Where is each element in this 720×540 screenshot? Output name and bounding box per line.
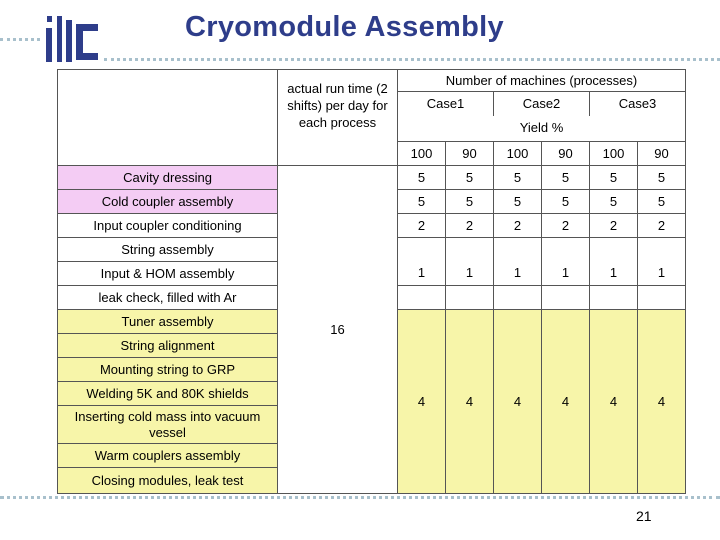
top-dotted-rule: [104, 58, 720, 61]
process-tuner-assembly: Tuner assembly: [58, 310, 278, 334]
machine-count: 5: [590, 166, 638, 190]
machine-count: 2: [446, 214, 494, 238]
machine-count: 1: [590, 262, 638, 286]
machine-count: 1: [398, 262, 446, 286]
process-mounting-string: Mounting string to GRP: [58, 358, 278, 382]
machine-count: 2: [542, 214, 590, 238]
machine-count: 4: [542, 310, 590, 494]
group-header: Number of machines (processes): [398, 70, 686, 92]
process-leak-check: leak check, filled with Ar: [58, 286, 278, 310]
machine-count: 2: [638, 214, 686, 238]
machine-count: 4: [590, 310, 638, 494]
machine-count: 5: [542, 190, 590, 214]
ilc-logo-icon: [44, 10, 102, 64]
top-dotted-rule-left: [0, 38, 40, 41]
machine-count: 5: [638, 166, 686, 190]
process-input-coupler-conditioning: Input coupler conditioning: [58, 214, 278, 238]
machine-count: 5: [638, 190, 686, 214]
machine-count: 1: [638, 262, 686, 286]
yield-value: 90: [446, 142, 494, 166]
machine-count: 1: [446, 262, 494, 286]
bottom-dotted-rule: [0, 496, 720, 499]
yield-value: 100: [494, 142, 542, 166]
yield-value: 100: [398, 142, 446, 166]
process-welding-shields: Welding 5K and 80K shields: [58, 382, 278, 406]
case-2-header: Case2: [494, 92, 590, 116]
machine-count: 5: [398, 166, 446, 190]
machine-count: 5: [542, 166, 590, 190]
yield-value: 90: [542, 142, 590, 166]
process-warm-couplers-assembly: Warm couplers assembly: [58, 444, 278, 468]
machine-count: 2: [398, 214, 446, 238]
case-1-header: Case1: [398, 92, 494, 116]
process-closing-modules: Closing modules, leak test: [58, 468, 278, 494]
process-cold-coupler-assembly: Cold coupler assembly: [58, 190, 278, 214]
runtime-header: actual run time (2 shifts) per day for each process: [278, 70, 398, 142]
runtime-value: 16: [330, 321, 345, 337]
machine-count: 4: [398, 310, 446, 494]
process-string-alignment: String alignment: [58, 334, 278, 358]
machines-table: [57, 69, 686, 494]
yield-value: 90: [638, 142, 686, 166]
machine-count: 5: [446, 166, 494, 190]
machine-count: 2: [494, 214, 542, 238]
machine-count: 5: [590, 190, 638, 214]
machine-count: 5: [398, 190, 446, 214]
machine-count: 4: [446, 310, 494, 494]
machine-count: 4: [494, 310, 542, 494]
process-inserting-cold-mass: Inserting cold mass into vacuum vessel: [58, 406, 278, 444]
page-number: 21: [636, 508, 652, 524]
process-cavity-dressing: Cavity dressing: [58, 166, 278, 190]
runtime-header-spacer: [278, 142, 398, 166]
machine-count: 5: [494, 166, 542, 190]
yield-header: Yield %: [398, 116, 686, 142]
machine-count: 2: [590, 214, 638, 238]
runtime-value-cell: [278, 166, 398, 494]
machine-count: 5: [494, 190, 542, 214]
corner-cell: [58, 70, 278, 166]
machine-count: 1: [542, 262, 590, 286]
machine-count: 5: [446, 190, 494, 214]
machine-count: 4: [638, 310, 686, 494]
process-input-hom-assembly: Input & HOM assembly: [58, 262, 278, 286]
machine-count: 1: [494, 262, 542, 286]
slide-title: Cryomodule Assembly: [185, 11, 504, 43]
yield-value: 100: [590, 142, 638, 166]
process-string-assembly: String assembly: [58, 238, 278, 262]
case-3-header: Case3: [590, 92, 686, 116]
